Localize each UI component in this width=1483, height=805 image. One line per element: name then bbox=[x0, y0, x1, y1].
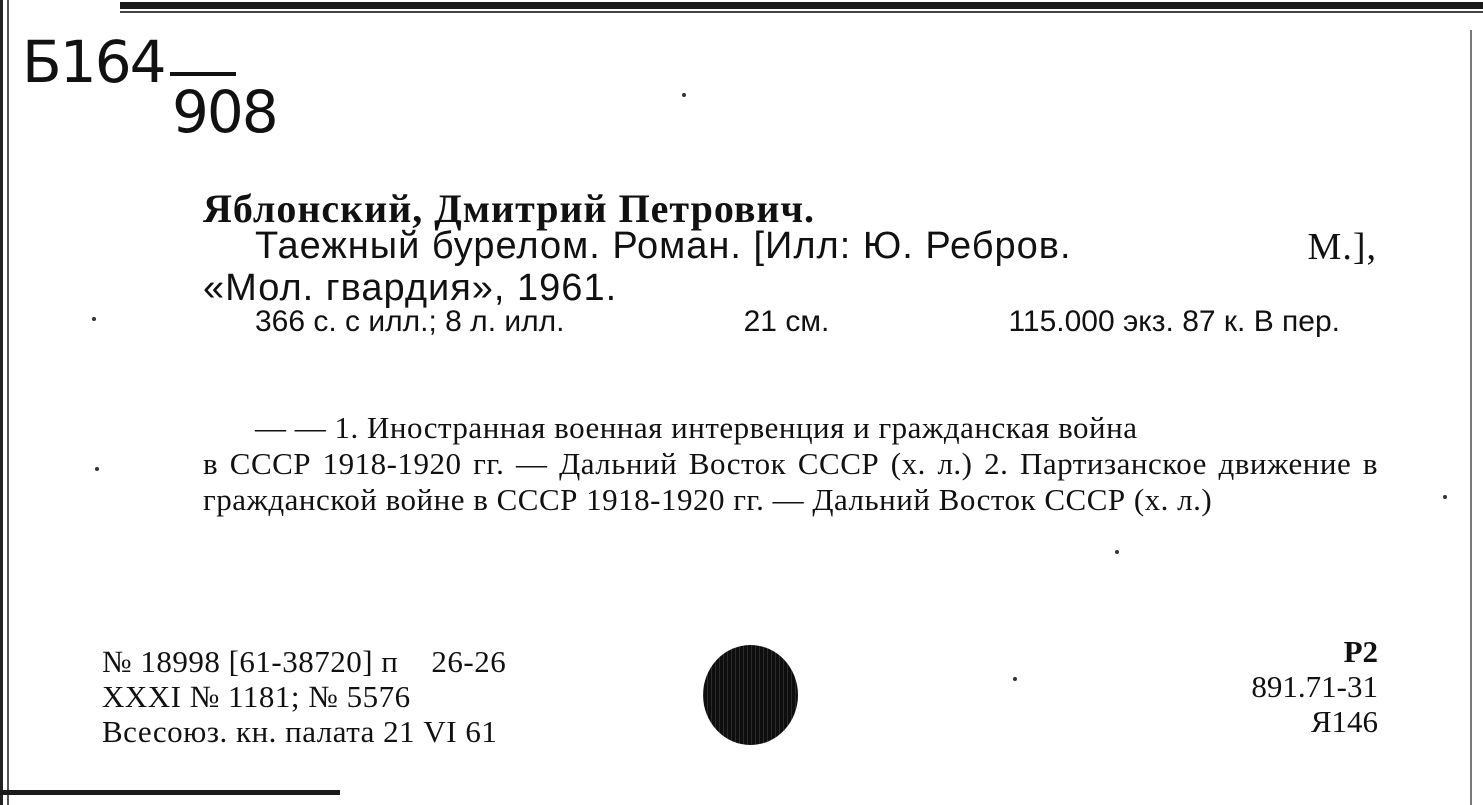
pagination: 366 с. с илл.; 8 л. илл. bbox=[255, 305, 565, 338]
classification-block bbox=[1251, 634, 1378, 739]
author-heading: Яблонский, Дмитрий Петрович. bbox=[203, 186, 816, 231]
card-left-border bbox=[0, 0, 3, 805]
classification-udc: 891.71-31 bbox=[1251, 669, 1378, 704]
imprint-line-2: XXXI № 1181; № 5576 bbox=[102, 679, 411, 714]
author-mark: Я146 bbox=[1310, 704, 1378, 739]
subject-line-first: — — 1. Иностранная военная интервенция и гражданская война bbox=[255, 410, 1138, 445]
speck bbox=[95, 467, 99, 471]
card-top-border-thin bbox=[120, 11, 1483, 13]
print-run-price: 115.000 экз. 87 к. В пер. bbox=[1008, 305, 1340, 338]
card-top-border bbox=[120, 2, 1483, 9]
shelfmark-number: 908 bbox=[172, 78, 277, 146]
publication-place: М.], bbox=[1307, 226, 1377, 268]
card-punch-hole bbox=[703, 645, 798, 745]
book-title: Таежный бурелом. Роман. [Илл: Ю. Ребров. bbox=[255, 225, 1072, 267]
card-left-border-inner bbox=[7, 0, 9, 805]
speck bbox=[682, 93, 686, 97]
imprint-line-3: Всесоюз. кн. палата 21 VI 61 bbox=[102, 714, 498, 749]
speck bbox=[92, 317, 96, 321]
publisher-year: «Мол. гвардия», 1961. bbox=[203, 267, 618, 309]
physical-description bbox=[255, 305, 1340, 339]
shelfmark-code: Б164 bbox=[22, 28, 165, 96]
classification-p2: Р2 bbox=[1343, 634, 1378, 669]
card-bottom-border bbox=[0, 790, 340, 795]
imprint-line-1: № 18998 [61-38720] п 26-26 bbox=[102, 644, 507, 679]
speck bbox=[1115, 550, 1119, 554]
title-line bbox=[255, 225, 1377, 268]
card-right-border bbox=[1470, 30, 1472, 805]
speck bbox=[1443, 495, 1447, 499]
card-imprint bbox=[102, 644, 506, 749]
dimensions: 21 см. bbox=[743, 305, 830, 338]
shelfmark-fraction-line bbox=[170, 72, 236, 76]
subject-headings bbox=[203, 410, 1378, 518]
subject-lines-rest: в СССР 1918-1920 гг. — Дальний Восток СССР (х. л.) 2. Партизанское движение в гражданской войне в СССР 1918-1920 гг. — Дальний Восток СССР (х. л.) bbox=[203, 446, 1378, 517]
speck bbox=[1013, 677, 1017, 681]
